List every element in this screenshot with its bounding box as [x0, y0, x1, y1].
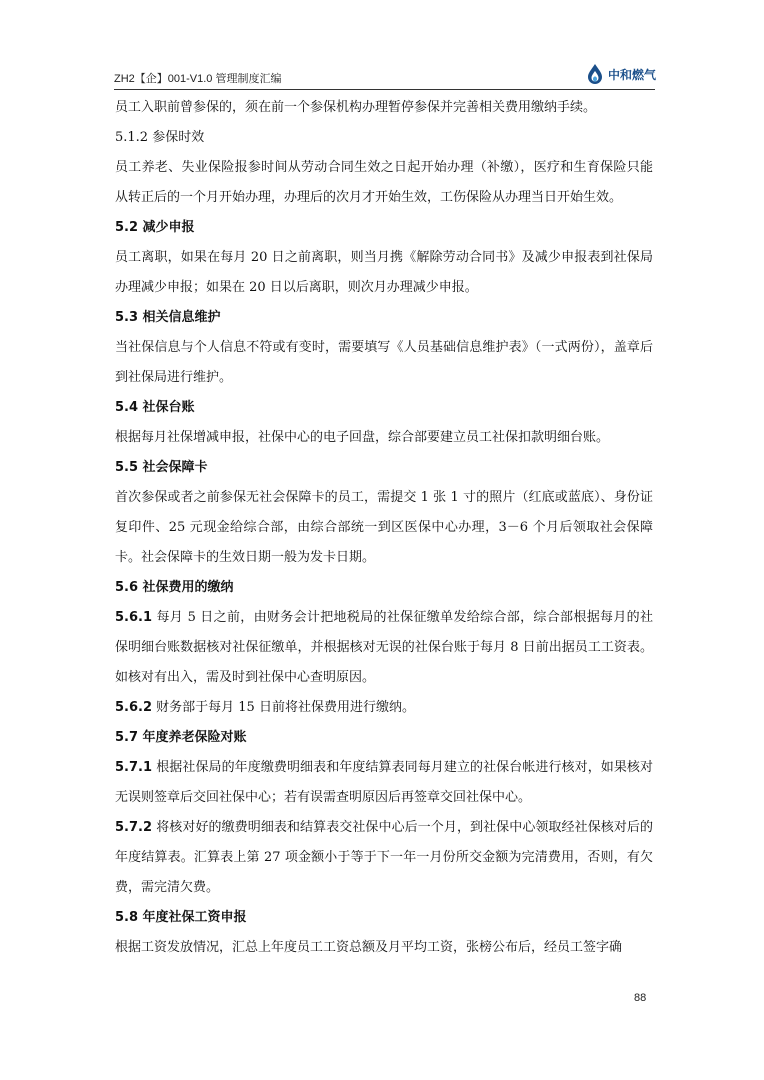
- clause-text: 将核对好的缴费明细表和结算表交社保中心后一个月，到社保中心领取经社保核对后的年度结算表。汇算表上第 27 项金额小于等于下一年一月份所交金额为完清费用，否则，有欠费，需完清欠费。: [115, 820, 653, 895]
- page-header: [114, 58, 654, 90]
- clause-number: 5.6.1: [115, 610, 153, 625]
- numbered-paragraph: [115, 753, 653, 813]
- page-number: 88: [634, 992, 647, 1004]
- document-body: [115, 93, 653, 963]
- numbered-paragraph: [115, 603, 653, 693]
- paragraph: 员工入职前曾参保的，须在前一个参保机构办理暂停参保并完善相关费用缴纳手续。: [115, 100, 597, 115]
- paragraph: 首次参保或者之前参保无社会保障卡的员工，需提交 1 张 1 寸的照片（红底或蓝底）、身份证复印件、25 元现金给综合部，由综合部统一到区医保中心办理，3－6 个月后领取社会保障卡。社会保障卡的生效日期一般为发卡日期。: [115, 490, 653, 565]
- section-heading-5-1-2: 5.1.2 参保时效: [115, 130, 205, 145]
- section-heading-5-7: 5.7 年度养老保险对账: [115, 730, 247, 745]
- section-heading-5-8: 5.8 年度社保工资申报: [115, 910, 247, 925]
- section-heading-5-4: 5.4 社保台账: [115, 400, 195, 415]
- section-heading-5-5: 5.5 社会保障卡: [115, 460, 208, 475]
- section-heading-5-6: 5.6 社保费用的缴纳: [115, 580, 234, 595]
- clause-number: 5.7.2: [115, 820, 153, 835]
- flame-drop-logo-icon: [586, 63, 604, 85]
- section-heading-5-3: 5.3 相关信息维护: [115, 310, 221, 325]
- company-logo: [586, 62, 656, 86]
- numbered-paragraph: [115, 693, 653, 723]
- clause-number: 5.7.1: [115, 760, 153, 775]
- logo-text: 中和燃气: [607, 67, 656, 82]
- paragraph: 员工离职，如果在每月 20 日之前离职，则当月携《解除劳动合同书》及减少申报表到社保局办理减少申报；如果在 20 日以后离职，则次月办理减少申报。: [115, 250, 653, 295]
- clause-text: 每月 5 日之前，由财务会计把地税局的社保征缴单发给综合部，综合部根据每月的社保明细台账数据核对社保征缴单，并根据核对无误的社保台账于每月 8 日前出据员工工资表。如核对有出入，需及时到社保中心查明原因。: [115, 610, 653, 685]
- clause-number: 5.6.2: [115, 700, 153, 715]
- clause-text: 根据社保局的年度缴费明细表和年度结算表同每月建立的社保台帐进行核对，如果核对无误则签章后交回社保中心；若有误需查明原因后再签章交回社保中心。: [115, 760, 653, 805]
- header-divider: [114, 89, 655, 90]
- paragraph: 当社保信息与个人信息不符或有变时，需要填写《人员基础信息维护表》（一式两份），盖章后到社保局进行维护。: [115, 340, 653, 385]
- paragraph: 根据工资发放情况，汇总上年度员工工资总额及月平均工资，张榜公布后，经员工签字确: [115, 940, 623, 955]
- section-heading-5-2: 5.2 减少申报: [115, 220, 195, 235]
- paragraph: 员工养老、失业保险报参时间从劳动合同生效之日起开始办理（补缴），医疗和生育保险只能从转正后的一个月开始办理，办理后的次月才开始生效，工伤保险从办理当日开始生效。: [115, 160, 653, 205]
- numbered-paragraph: [115, 813, 653, 903]
- document-title: ZH2【企】001-V1.0 管理制度汇编: [114, 73, 282, 85]
- paragraph: 根据每月社保增减申报，社保中心的电子回盘，综合部要建立员工社保扣款明细台账。: [115, 430, 610, 445]
- clause-text: 财务部于每月 15 日前将社保费用进行缴纳。: [152, 700, 415, 715]
